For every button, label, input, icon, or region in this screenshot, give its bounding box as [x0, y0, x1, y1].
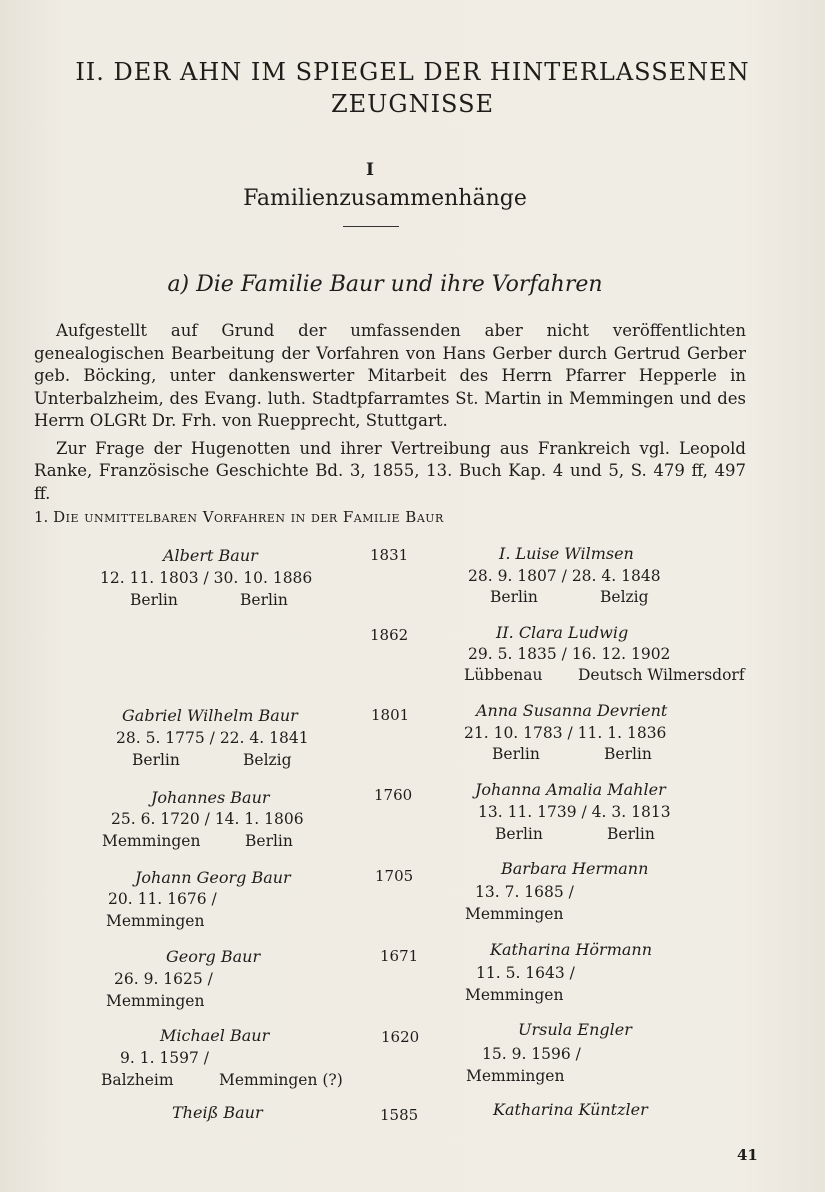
marriage-year: 1671 — [380, 947, 419, 965]
spouse-birthplace: Berlin — [492, 745, 540, 763]
spouse-dates: 13. 7. 1685 / — [475, 883, 574, 901]
spouse-birthplace: Berlin — [495, 825, 543, 843]
spouse-dates: 21. 10. 1783 / 11. 1. 1836 — [464, 724, 667, 742]
spouse-name: I. Luise Wilmsen — [499, 544, 634, 563]
birthplace: Memmingen — [106, 992, 205, 1010]
ancestor-name: Gabriel Wilhelm Baur — [122, 706, 298, 725]
ancestor-name: Michael Baur — [160, 1026, 270, 1045]
ancestor-dates: 9. 1. 1597 / — [120, 1049, 210, 1067]
spouse-deathplace: Berlin — [607, 825, 655, 843]
spouse-dates: 15. 9. 1596 / — [482, 1045, 581, 1063]
spouse-name: Anna Susanna Devrient — [476, 701, 668, 720]
section-divider — [343, 226, 399, 227]
deathplace: Berlin — [240, 591, 288, 609]
spouse-deathplace: Belzig — [600, 588, 649, 606]
birthplace: Berlin — [132, 751, 180, 769]
marriage-year: 1705 — [375, 867, 414, 885]
spouse-birthplace: Memmingen — [465, 905, 564, 923]
marriage-year: 1620 — [381, 1028, 420, 1046]
spouse-dates: 29. 5. 1835 / 16. 12. 1902 — [468, 645, 671, 663]
spouse-name: Katharina Hörmann — [490, 940, 653, 959]
spouse-name: Barbara Hermann — [501, 859, 649, 878]
ancestor-dates: 25. 6. 1720 / 14. 1. 1806 — [111, 810, 304, 828]
deathplace: Memmingen (?) — [219, 1071, 343, 1089]
marriage-year: 1760 — [374, 786, 413, 804]
list-heading — [34, 508, 444, 526]
birthplace: Berlin — [130, 591, 178, 609]
chapter-title-line-1: II. DER AHN IM SPIEGEL DER HINTERLASSENEN — [75, 58, 750, 86]
chapter-title-line-2: ZEUGNISSE — [330, 90, 495, 118]
spouse-name: II. Clara Ludwig — [496, 623, 629, 642]
list-heading-number: 1. — [34, 508, 49, 526]
paragraph-hugenotten: Zur Frage der Hugenotten und ihrer Vertreibung aus Frankreich vgl. Leopold Ranke, Französische Geschichte Bd. 3, 1855, 13. Buch Kap. 4 und 5, S. 479 ff, 497 ff. — [34, 438, 746, 503]
section-title: Familienzusammenhänge — [243, 186, 527, 211]
marriage-year: 1862 — [370, 626, 409, 644]
spouse-deathplace: Deutsch Wilmersdorf — [578, 666, 745, 684]
spouse-dates: 28. 9. 1807 / 28. 4. 1848 — [468, 567, 661, 585]
deathplace: Belzig — [243, 751, 292, 769]
ancestor-name: Theiß Baur — [172, 1103, 263, 1122]
list-heading-text: Die unmittelbaren Vorfahren in der Familie Baur — [53, 508, 444, 526]
marriage-year: 1585 — [380, 1106, 419, 1124]
ancestor-dates: 20. 11. 1676 / — [108, 890, 217, 908]
marriage-year: 1831 — [370, 546, 409, 564]
intro-text — [34, 320, 746, 505]
birthplace: Balzheim — [101, 1071, 174, 1089]
spouse-birthplace: Memmingen — [465, 986, 564, 1004]
spouse-dates: 13. 11. 1739 / 4. 3. 1813 — [478, 803, 671, 821]
spouse-deathplace: Berlin — [604, 745, 652, 763]
spouse-name: Johanna Amalia Mahler — [475, 780, 666, 799]
ancestor-name: Johannes Baur — [151, 788, 270, 807]
spouse-birthplace: Lübbenau — [464, 666, 543, 684]
ancestor-dates: 28. 5. 1775 / 22. 4. 1841 — [116, 729, 309, 747]
ancestor-dates: 12. 11. 1803 / 30. 10. 1886 — [100, 569, 313, 587]
ancestor-name: Johann Georg Baur — [135, 868, 291, 887]
ancestor-name: Albert Baur — [163, 546, 258, 565]
birthplace: Memmingen — [106, 912, 205, 930]
ancestor-name: Georg Baur — [166, 947, 261, 966]
spouse-name: Katharina Küntzler — [493, 1100, 648, 1119]
page-number: 41 — [737, 1146, 758, 1164]
birthplace: Memmingen — [102, 832, 201, 850]
subsection-title: a) Die Familie Baur und ihre Vorfahren — [167, 272, 603, 297]
spouse-birthplace: Memmingen — [466, 1067, 565, 1085]
marriage-year: 1801 — [371, 706, 410, 724]
ancestor-dates: 26. 9. 1625 / — [114, 970, 213, 988]
spouse-name: Ursula Engler — [518, 1020, 632, 1039]
spouse-birthplace: Berlin — [490, 588, 538, 606]
section-number: I — [366, 160, 374, 180]
spouse-dates: 11. 5. 1643 / — [476, 964, 575, 982]
deathplace: Berlin — [245, 832, 293, 850]
paragraph-sources: Aufgestellt auf Grund der umfassenden aber nicht veröffentlichten genealogischen Bearbeitung der Vorfahren von Hans Gerber durch Gertrud Gerber geb. Böcking, unter dankenswerter Mitarbeit des Herrn Pfarrer Hepperle in Unterbalzheim, des Evang. luth. Stadtpfarramtes St. Martin in Memmingen und des Herrn OLGRt Dr. Frh. von Rueppreсht, Stuttgart. — [34, 321, 746, 430]
